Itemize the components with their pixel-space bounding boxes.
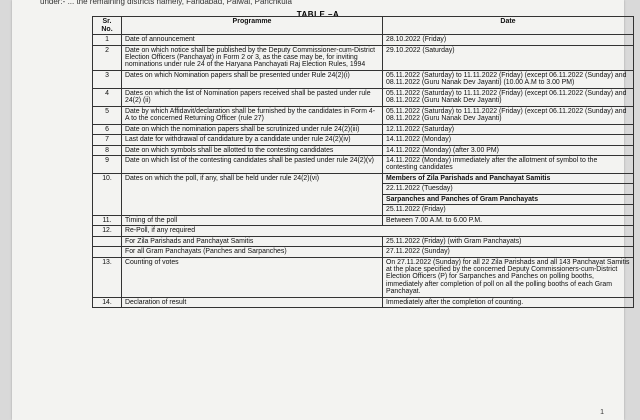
row-sr: 8 bbox=[93, 145, 122, 155]
table-row bbox=[93, 70, 634, 88]
row-date: Immediately after the completion of counting. bbox=[383, 297, 634, 307]
table-row bbox=[93, 247, 634, 257]
row-programme: Date on which list of the contesting candidates shall be pasted under rule 24(2)(v) bbox=[122, 155, 383, 173]
page-number: 1 bbox=[600, 409, 604, 416]
document-page bbox=[12, 0, 630, 420]
row-programme: Date by which Affidavit/declaration shall be furnished by the candidates in Form 4-A to the concerned Returning Officer (rule 27) bbox=[122, 106, 383, 124]
table-row bbox=[93, 215, 634, 225]
row-sr-empty bbox=[93, 247, 122, 257]
row-date: 14.11.2022 (Monday) bbox=[383, 135, 634, 145]
election-schedule-table bbox=[92, 16, 634, 308]
row-sr: 12. bbox=[93, 226, 122, 236]
row-programme: Date on which symbols shall be allotted to the contesting candidates bbox=[122, 145, 383, 155]
repoll-gp-label: For all Gram Panchayats (Panches and Sarpanches) bbox=[122, 247, 383, 257]
table-body bbox=[93, 35, 634, 174]
header-sr-no: Sr. No. bbox=[93, 17, 122, 35]
row-sr: 11. bbox=[93, 215, 122, 225]
table-row bbox=[93, 135, 634, 145]
table-row bbox=[93, 35, 634, 45]
row-sr: 2 bbox=[93, 45, 122, 70]
row-sr: 10. bbox=[93, 173, 122, 215]
row-date: Between 7.00 A.M. to 6.00 P.M. bbox=[383, 215, 634, 225]
table-row bbox=[93, 257, 634, 297]
row-sr: 13. bbox=[93, 257, 122, 297]
row-programme: Date on which notice shall be published by the Deputy Commissioner-cum-District Election Officers (Panchayat) in Form 2 or 3, as the case may be, for inviting nominations under rule 24 of the Haryana Panchayati Raj Election Rules, 1994 bbox=[122, 45, 383, 70]
row-date: 14.11.2022 (Monday) (after 3.00 PM) bbox=[383, 145, 634, 155]
table-row bbox=[93, 106, 634, 124]
table-row bbox=[93, 45, 634, 70]
row-programme: Timing of the poll bbox=[122, 215, 383, 225]
poll-zp-date: 22.11.2022 (Tuesday) bbox=[383, 184, 634, 194]
row-programme: Counting of votes bbox=[122, 257, 383, 297]
repoll-zp-label: For Zila Parishads and Panchayat Samitis bbox=[122, 236, 383, 246]
row-date: 29.10.2022 (Saturday) bbox=[383, 45, 634, 70]
header-date: Date bbox=[383, 17, 634, 35]
table-row bbox=[93, 124, 634, 134]
table-title: TABLE –A bbox=[296, 10, 340, 19]
repoll-zp-date: 25.11.2022 (Friday) (with Gram Panchayats) bbox=[383, 236, 634, 246]
table-header-row bbox=[93, 17, 634, 35]
table-row bbox=[93, 145, 634, 155]
table-row bbox=[93, 173, 634, 183]
row-programme: Dates on which the poll, if any, shall be held under rule 24(2)(vi) bbox=[122, 173, 383, 215]
row-date: 12.11.2022 (Saturday) bbox=[383, 124, 634, 134]
row-date: 05.11.2022 (Saturday) to 11.11.2022 (Friday) (except 06.11.2022 (Sunday) and 08.11.2022 (Guru Nanak Dev Jayanti) bbox=[383, 88, 634, 106]
row-programme: Dates on which the list of Nomination papers received shall be pasted under rule 24(2) (ii) bbox=[122, 88, 383, 106]
row-sr-empty bbox=[93, 236, 122, 246]
intro-text: under:- ... the remaining districts namely, Faridabad, Palwal, Panchkula bbox=[40, 0, 292, 6]
row-date: 05.11.2022 (Saturday) to 11.11.2022 (Friday) (except 06.11.2022 (Sunday) and 08.11.2022 (Guru Nanak Dev Jayanti) (10.00 A.M to 3.00 PM) bbox=[383, 70, 634, 88]
poll-zp-label: Members of Zila Parishads and Panchayat Samitis bbox=[383, 173, 634, 183]
row-programme: Last date for withdrawal of candidature by a candidate under rule 24(2)(iv) bbox=[122, 135, 383, 145]
table-row bbox=[93, 155, 634, 173]
row-sr: 7 bbox=[93, 135, 122, 145]
row-programme: Dates on which Nomination papers shall be presented under Rule 24(2)(i) bbox=[122, 70, 383, 88]
row-programme: Date on which the nomination papers shall be scrutinized under rule 24(2)(iii) bbox=[122, 124, 383, 134]
table-row bbox=[93, 226, 634, 236]
row-date: On 27.11.2022 (Sunday) for all 22 Zila Parishads and all 143 Panchayat Samitis at the place specified by the concerned Deputy Commissioners-cum-District Election Officers (P) for Sarpanches and Panches on polling booths, immediately after completion of poll on all the polling booths of each Gram Panchayat. bbox=[383, 257, 634, 297]
row-programme: Declaration of result bbox=[122, 297, 383, 307]
header-programme: Programme bbox=[122, 17, 383, 35]
row-programme: Re-Poll, if any required bbox=[122, 226, 634, 236]
row-sr: 9 bbox=[93, 155, 122, 173]
row-sr: 5 bbox=[93, 106, 122, 124]
row-sr: 3 bbox=[93, 70, 122, 88]
table-row bbox=[93, 88, 634, 106]
table-row bbox=[93, 297, 634, 307]
row-date: 28.10.2022 (Friday) bbox=[383, 35, 634, 45]
row-programme: Date of announcement bbox=[122, 35, 383, 45]
poll-gp-date: 25.11.2022 (Friday) bbox=[383, 205, 634, 215]
row-date: 14.11.2022 (Monday) immediately after the allotment of symbol to the contesting candidates bbox=[383, 155, 634, 173]
table-row bbox=[93, 236, 634, 246]
row-sr: 4 bbox=[93, 88, 122, 106]
poll-gp-label: Sarpanches and Panches of Gram Panchayats bbox=[383, 194, 634, 204]
row-sr: 6 bbox=[93, 124, 122, 134]
row-sr: 14. bbox=[93, 297, 122, 307]
row-date: 05.11.2022 (Saturday) to 11.11.2022 (Friday) (except 06.11.2022 (Sunday) and 08.11.2022 (Guru Nanak Dev Jayanti) bbox=[383, 106, 634, 124]
repoll-gp-date: 27.11.2022 (Sunday) bbox=[383, 247, 634, 257]
row-sr: 1 bbox=[93, 35, 122, 45]
